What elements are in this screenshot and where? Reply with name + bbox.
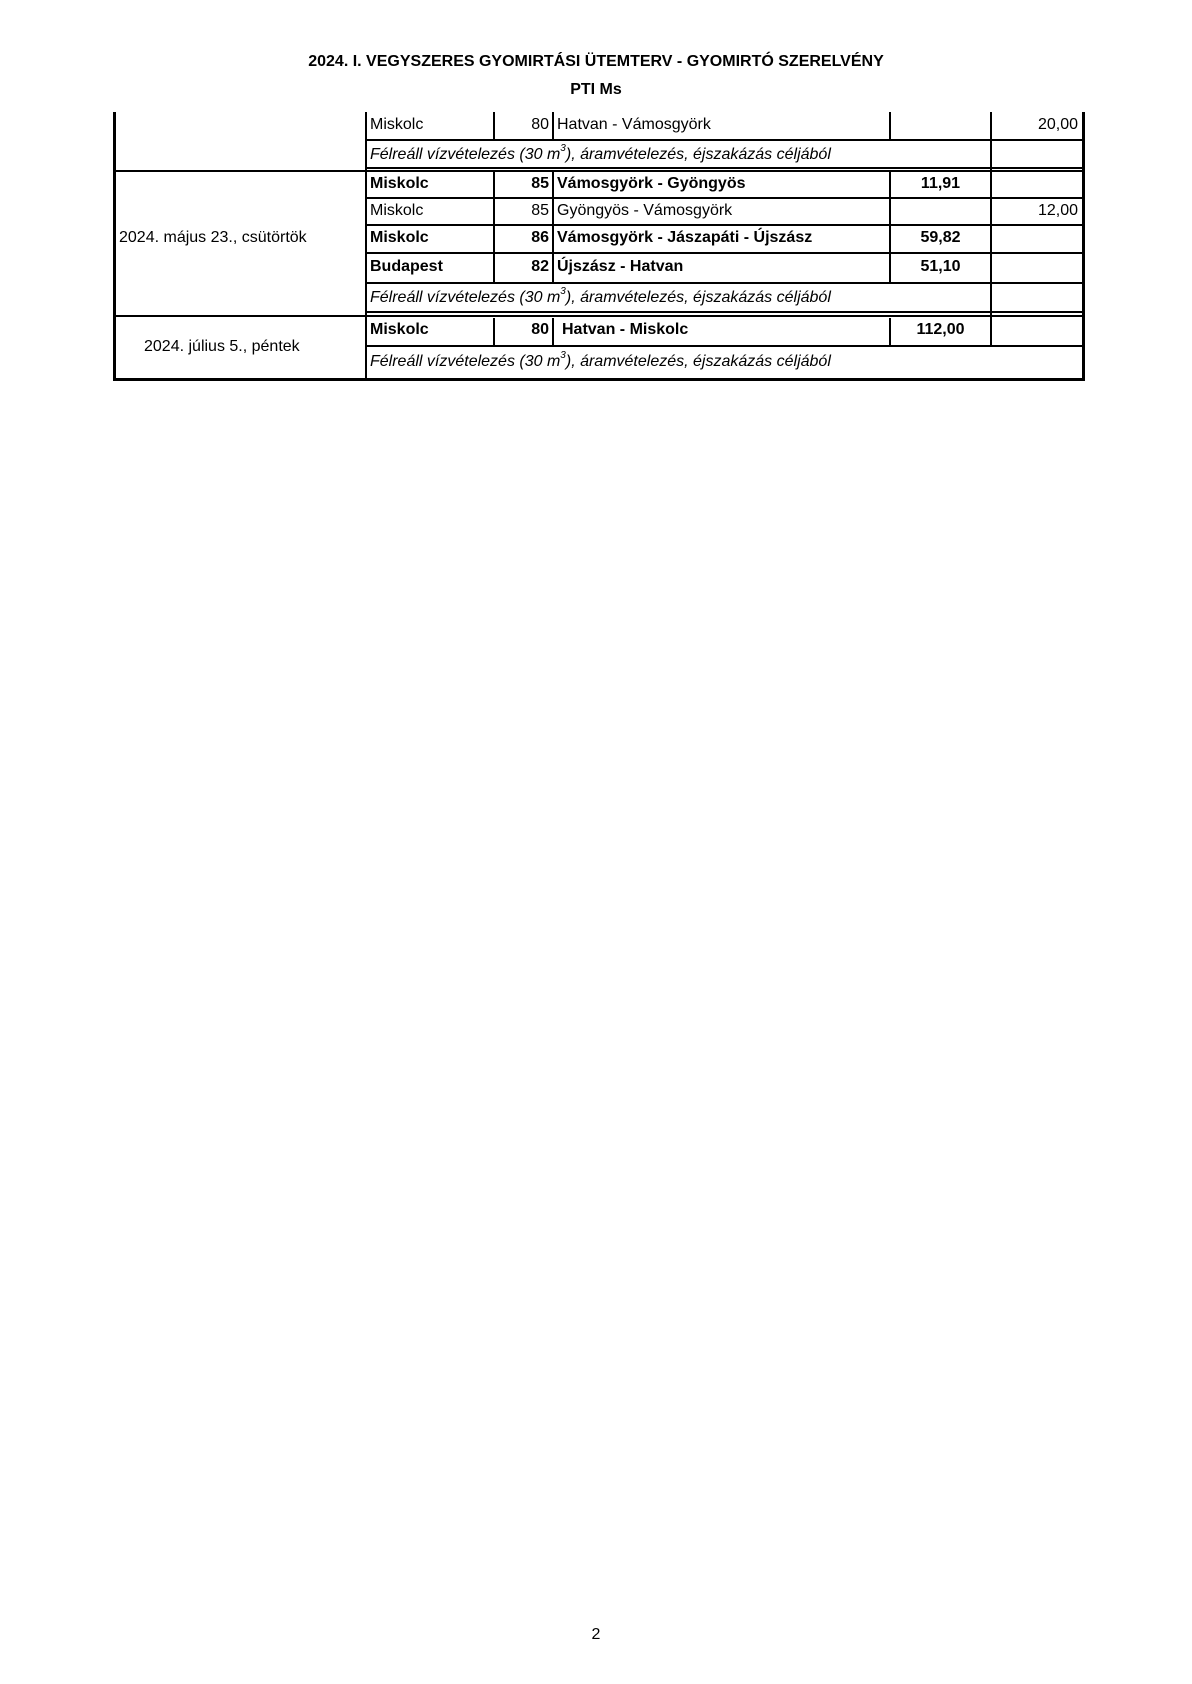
section-divider: [113, 315, 1085, 317]
km-cell: 112,00: [916, 321, 965, 338]
note-text: Félreáll vízvételezés (30 m: [370, 289, 561, 306]
line-cell: 86: [531, 229, 549, 246]
note-cell: [370, 285, 831, 308]
line-cell: 82: [531, 258, 549, 275]
line-cell: 85: [531, 202, 549, 219]
section-cell: Újszász - Hatvan: [557, 258, 684, 275]
schedule-table: [113, 112, 1085, 381]
row-divider: [365, 197, 1085, 199]
row-divider: [365, 252, 1085, 254]
note-superscript: 3: [560, 285, 566, 297]
section-cell: Gyöngyös - Vámosgyörk: [557, 202, 733, 219]
section-cell: Vámosgyörk - Jászapáti - Újszász: [557, 229, 813, 246]
km-cell: 59,82: [920, 229, 961, 246]
line-cell: 80: [531, 321, 549, 338]
note-text: Félreáll vízvételezés (30 m: [370, 146, 561, 163]
section-cell: Hatvan - Vámosgyörk: [557, 116, 711, 133]
note-cell: [370, 142, 831, 165]
station-cell: Miskolc: [370, 229, 429, 246]
line-cell: 80: [531, 116, 549, 133]
section-divider: [113, 170, 1085, 172]
line-cell: 85: [531, 175, 549, 192]
row-divider: [365, 224, 1085, 226]
note-superscript: 3: [560, 142, 566, 154]
col-divider: [552, 318, 554, 345]
col-divider: [552, 172, 554, 282]
note-text: Félreáll vízvételezés (30 m: [370, 353, 561, 370]
date-label-jul5: 2024. július 5., péntek: [144, 338, 300, 355]
date-column-divider: [365, 112, 367, 381]
station-cell: Budapest: [370, 258, 443, 275]
km-cell: 20,00: [1037, 116, 1078, 133]
row-divider: [365, 139, 1085, 141]
note-text: ), áramvételezés, éjszakázás céljából: [565, 146, 831, 163]
station-cell: Miskolc: [370, 321, 429, 338]
section-cell: Hatvan - Miskolc: [562, 321, 689, 338]
section-cell: Vámosgyörk - Gyöngyös: [557, 175, 746, 192]
note-text: ), áramvételezés, éjszakázás céljából: [565, 353, 831, 370]
col-divider: [552, 112, 554, 139]
row-divider: [365, 345, 1085, 347]
note-cell: [370, 349, 831, 372]
page-number: 2: [591, 1626, 601, 1643]
col-divider: [889, 112, 891, 139]
date-label-may23: 2024. május 23., csütörtök: [119, 229, 307, 246]
table-border-right: [1082, 112, 1085, 381]
km-cell: 12,00: [1037, 202, 1078, 219]
km-cell: 11,91: [920, 175, 961, 192]
row-divider: [365, 311, 1085, 313]
station-cell: Miskolc: [370, 202, 424, 219]
page-title: 2024. I. VEGYSZERES GYOMIRTÁSI ÜTEMTERV - GYOMIRTÓ SZERELVÉNY: [308, 53, 884, 70]
note-text: ), áramvételezés, éjszakázás céljából: [565, 289, 831, 306]
table-border-bottom: [113, 378, 1085, 381]
note-superscript: 3: [560, 349, 566, 361]
station-cell: Miskolc: [370, 116, 424, 133]
km-cell: 51,10: [920, 258, 961, 275]
table-border-left: [113, 112, 116, 381]
station-cell: Miskolc: [370, 175, 429, 192]
page-subtitle: PTI Ms: [570, 81, 622, 98]
row-divider: [365, 167, 1085, 169]
row-divider: [365, 282, 1085, 284]
